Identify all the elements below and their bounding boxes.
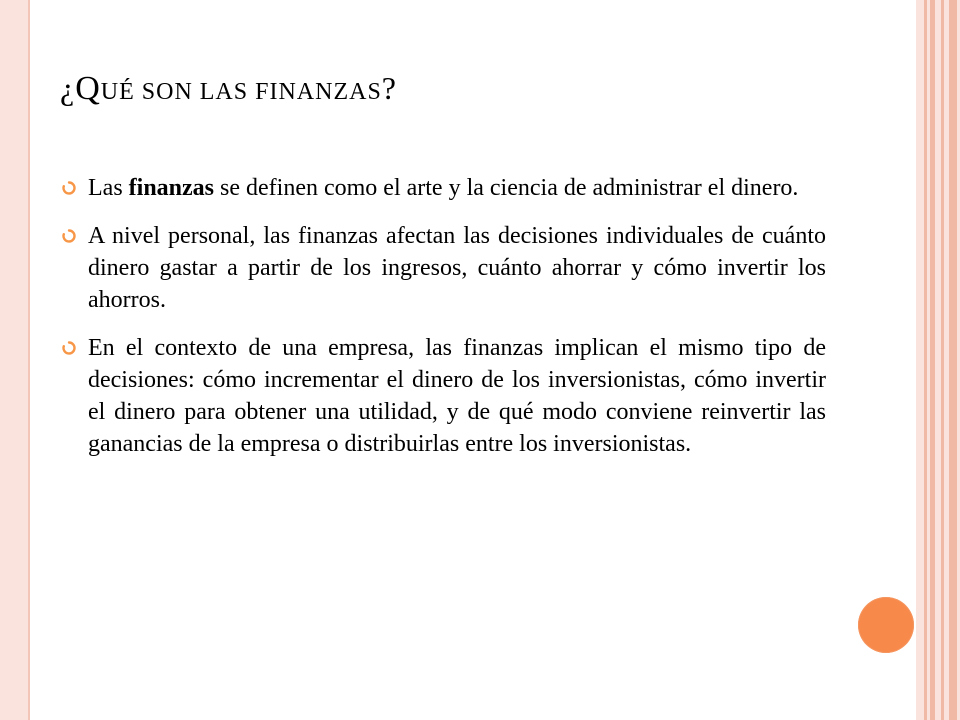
orange-ring-bullet-icon — [62, 181, 76, 195]
orange-ring-bullet-icon — [62, 341, 76, 355]
bullet-item — [62, 332, 826, 460]
left-border-decoration — [0, 0, 28, 720]
title-initial: Q — [75, 70, 101, 107]
title-suffix: ? — [381, 70, 397, 106]
bullet-item — [62, 220, 826, 316]
slide-title — [60, 70, 880, 108]
bullet-item — [62, 172, 826, 204]
orange-circle-icon — [858, 597, 914, 653]
stripe — [930, 0, 935, 720]
bullet-text-before: Las — [88, 175, 129, 201]
left-border-line — [28, 0, 30, 720]
title-prefix: ¿ — [60, 70, 76, 106]
bullet-bold-term: finanzas — [128, 175, 215, 201]
stripe — [949, 0, 957, 720]
title-rest: UÉ SON LAS FINANZAS — [100, 79, 382, 105]
orange-ring-bullet-icon — [62, 229, 76, 243]
bullet-list — [62, 172, 826, 476]
right-stripes-decoration — [916, 0, 960, 720]
bullet-text: En el contexto de una empresa, las finanzas implican el mismo tipo de decisiones: cómo incrementar el dinero de los inversionistas, cómo invertir el dinero para obtener una utilidad, y de qué modo conviene reinvertir las ganancias de la empresa o distribuirlas entre los inversionistas. — [88, 335, 826, 457]
bullet-text: A nivel personal, las finanzas afectan las decisiones individuales de cuánto dinero gastar a partir de los ingresos, cuánto ahorrar y cómo invertir los ahorros. — [88, 223, 826, 313]
stripe — [941, 0, 944, 720]
stripe — [924, 0, 927, 720]
bullet-text-after: se definen como el arte y la ciencia de administrar el dinero. — [214, 175, 799, 201]
